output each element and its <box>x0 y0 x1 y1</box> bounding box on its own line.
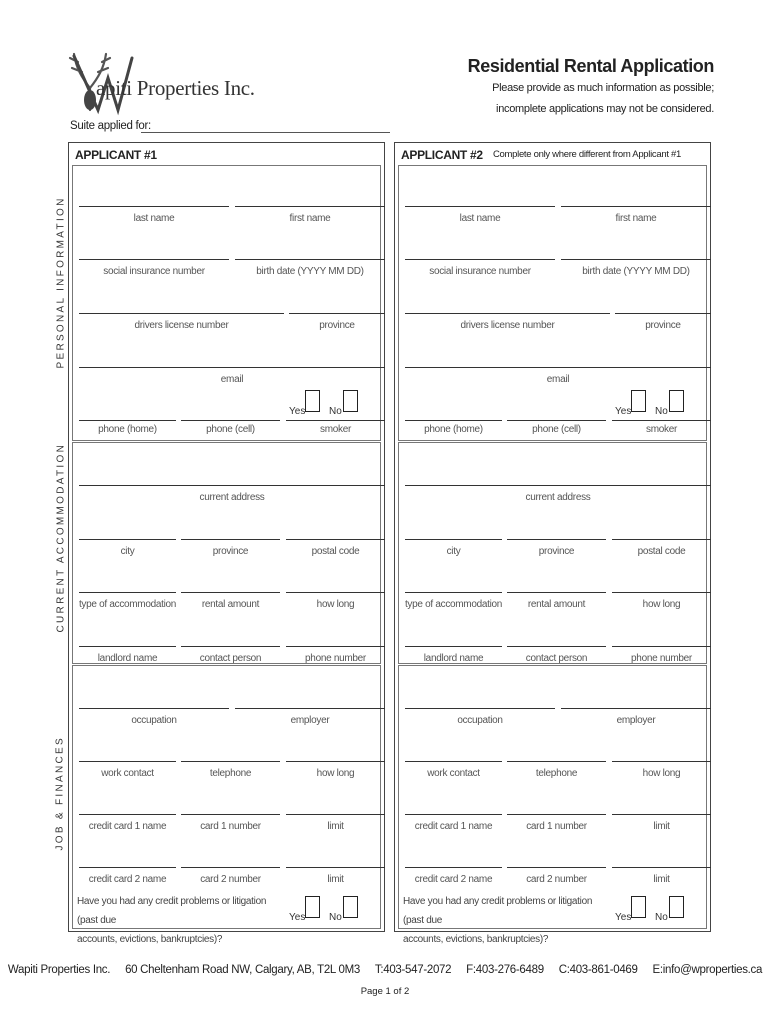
yes-label: Yes <box>615 406 632 417</box>
current-address-input-line[interactable] <box>79 485 385 486</box>
work-contact-input-line[interactable] <box>79 761 176 762</box>
smoker-input-line[interactable] <box>612 420 711 421</box>
footer-contact <box>0 964 770 976</box>
province-input-line[interactable] <box>289 313 385 314</box>
footer-cell: C:403-861-0469 <box>558 964 638 976</box>
contact-person-label: contact person <box>525 653 588 664</box>
contact-person-input-line[interactable] <box>507 646 606 647</box>
province-input-line[interactable] <box>181 539 280 540</box>
postal-code-label: postal code <box>637 546 686 557</box>
telephone-input-line[interactable] <box>507 761 606 762</box>
landlord-name-input-line[interactable] <box>405 646 502 647</box>
last-name-label: last name <box>133 213 175 224</box>
limit-label: limit <box>653 874 670 885</box>
landlord-name-input-line[interactable] <box>79 646 176 647</box>
how-long-label: how long <box>316 599 355 610</box>
yes-label: Yes <box>615 912 632 923</box>
current-address-label: current address <box>525 492 591 503</box>
phone-number-label: phone number <box>305 653 366 664</box>
drivers-license-label: drivers license number <box>460 320 555 331</box>
section-accommodation <box>72 442 381 664</box>
side-label-job: JOB & FINANCES <box>54 736 66 851</box>
no-checkbox[interactable] <box>343 896 358 918</box>
sin-label: social insurance number <box>429 266 531 277</box>
smoker-label: smoker <box>646 424 677 435</box>
type-accommodation-label: type of accommodation <box>404 599 503 610</box>
subtitle-line-2: incomplete applications may not be considered. <box>496 103 714 115</box>
phone-home-input-line[interactable] <box>79 420 176 421</box>
occupation-input-line[interactable] <box>79 708 229 709</box>
cc1-number-input-line[interactable] <box>507 814 606 815</box>
how-long-input-line[interactable] <box>612 761 711 762</box>
credit-question <box>77 892 287 949</box>
drivers-license-input-line[interactable] <box>79 313 284 314</box>
yes-checkbox[interactable] <box>305 896 320 918</box>
cc1-name-input-line[interactable] <box>405 814 502 815</box>
email-label: email <box>220 374 244 385</box>
no-label: No <box>655 406 668 417</box>
drivers-license-input-line[interactable] <box>405 313 610 314</box>
telephone-label: telephone <box>209 768 252 779</box>
rental-amount-label: rental amount <box>201 599 260 610</box>
yes-checkbox[interactable] <box>631 390 646 412</box>
birth-date-label: birth date (YYYY MM DD) <box>582 266 690 277</box>
yes-label: Yes <box>289 406 306 417</box>
limit-input-line[interactable] <box>612 867 711 868</box>
work-contact-label: work contact <box>101 768 154 779</box>
no-label: No <box>329 406 342 417</box>
yes-checkbox[interactable] <box>305 390 320 412</box>
type-accommodation-input-line[interactable] <box>405 592 502 593</box>
credit-question-line-2: accounts, evictions, bankruptcies)? <box>403 934 549 945</box>
how-long-label: how long <box>316 768 355 779</box>
telephone-label: telephone <box>535 768 578 779</box>
postal-code-label: postal code <box>311 546 360 557</box>
first-name-label: first name <box>289 213 331 224</box>
cc2-number-label: card 2 number <box>200 874 261 885</box>
footer-tel: T:403-547-2072 <box>374 964 452 976</box>
credit-question <box>403 892 613 949</box>
occupation-input-line[interactable] <box>405 708 555 709</box>
smoker-label: smoker <box>320 424 351 435</box>
page-number: Page 1 of 2 <box>360 986 410 997</box>
cc1-number-label: card 1 number <box>200 821 261 832</box>
phone-cell-input-line[interactable] <box>181 420 280 421</box>
footer-email: E:info@wproperties.ca <box>652 964 763 976</box>
no-label: No <box>655 912 668 923</box>
footer-company: Wapiti Properties Inc. <box>7 964 111 976</box>
subtitle-line-1: Please provide as much information as possible; <box>492 82 714 94</box>
cc1-name-label: credit card 1 name <box>414 821 493 832</box>
cc1-number-input-line[interactable] <box>181 814 280 815</box>
cc2-number-input-line[interactable] <box>181 867 280 868</box>
sin-input-line[interactable] <box>79 259 229 260</box>
sin-input-line[interactable] <box>405 259 555 260</box>
page-title: Residential Rental Application <box>467 56 714 76</box>
work-contact-label: work contact <box>427 768 480 779</box>
landlord-name-label: landlord name <box>423 653 484 664</box>
cc2-name-input-line[interactable] <box>405 867 502 868</box>
phone-cell-label: phone (cell) <box>206 424 255 435</box>
city-label: city <box>446 546 461 557</box>
how-long-input-line[interactable] <box>286 761 385 762</box>
cc1-number-label: card 1 number <box>526 821 587 832</box>
rental-amount-input-line[interactable] <box>507 592 606 593</box>
current-address-input-line[interactable] <box>405 485 711 486</box>
type-accommodation-input-line[interactable] <box>79 592 176 593</box>
limit-label: limit <box>327 821 344 832</box>
side-label-personal: PERSONAL INFORMATION <box>55 196 67 369</box>
section-personal <box>72 165 381 441</box>
email-input-line[interactable] <box>79 367 385 368</box>
footer-fax: F:403-276-6489 <box>466 964 544 976</box>
applicant-note: Complete only where different from Applicant #1 <box>493 149 681 160</box>
phone-cell-label: phone (cell) <box>532 424 581 435</box>
no-label: No <box>329 912 342 923</box>
limit-input-line[interactable] <box>612 814 711 815</box>
employer-label: employer <box>290 715 330 726</box>
contact-person-input-line[interactable] <box>181 646 280 647</box>
birth-date-input-line[interactable] <box>235 259 385 260</box>
applicant-heading: APPLICANT #2 <box>401 148 483 162</box>
email-label: email <box>546 374 570 385</box>
no-checkbox[interactable] <box>343 390 358 412</box>
applicant-1-column <box>68 142 385 945</box>
cc2-number-label: card 2 number <box>526 874 587 885</box>
cc1-name-label: credit card 1 name <box>88 821 167 832</box>
city-label: city <box>120 546 135 557</box>
drivers-license-label: drivers license number <box>134 320 229 331</box>
sin-label: social insurance number <box>103 266 205 277</box>
applicant-2-column <box>394 142 711 945</box>
current-address-label: current address <box>199 492 265 503</box>
city-input-line[interactable] <box>405 539 502 540</box>
section-personal <box>398 165 707 441</box>
phone-number-label: phone number <box>631 653 692 664</box>
first-name-label: first name <box>615 213 657 224</box>
section-job <box>72 665 381 945</box>
suite-input-line[interactable] <box>141 132 390 133</box>
how-long-input-line[interactable] <box>286 592 385 593</box>
rental-amount-label: rental amount <box>527 599 586 610</box>
landlord-name-label: landlord name <box>97 653 158 664</box>
smoker-input-line[interactable] <box>286 420 385 421</box>
occupation-label: occupation <box>131 715 177 726</box>
province-label: province <box>319 320 355 331</box>
postal-code-input-line[interactable] <box>612 539 711 540</box>
rental-amount-input-line[interactable] <box>181 592 280 593</box>
cc2-number-input-line[interactable] <box>507 867 606 868</box>
how-long-label: how long <box>642 599 681 610</box>
how-long-label: how long <box>642 768 681 779</box>
first-name-input-line[interactable] <box>561 206 711 207</box>
last-name-label: last name <box>459 213 501 224</box>
phone-home-label: phone (home) <box>424 424 483 435</box>
postal-code-input-line[interactable] <box>286 539 385 540</box>
province-input-line[interactable] <box>615 313 711 314</box>
suite-label: Suite applied for: <box>70 120 151 132</box>
side-label-accommodation: CURRENT ACCOMMODATION <box>55 442 67 633</box>
how-long-input-line[interactable] <box>612 592 711 593</box>
province-label: province <box>212 546 249 557</box>
limit-input-line[interactable] <box>286 867 385 868</box>
limit-label: limit <box>653 821 670 832</box>
phone-home-label: phone (home) <box>98 424 157 435</box>
applicant-heading: APPLICANT #1 <box>75 148 157 162</box>
limit-input-line[interactable] <box>286 814 385 815</box>
contact-person-label: contact person <box>199 653 262 664</box>
birth-date-input-line[interactable] <box>561 259 711 260</box>
cc1-name-input-line[interactable] <box>79 814 176 815</box>
employer-label: employer <box>616 715 656 726</box>
province-input-line[interactable] <box>507 539 606 540</box>
phone-cell-input-line[interactable] <box>507 420 606 421</box>
cc2-name-label: credit card 2 name <box>414 874 493 885</box>
last-name-input-line[interactable] <box>79 206 229 207</box>
type-accommodation-label: type of accommodation <box>78 599 177 610</box>
employer-input-line[interactable] <box>235 708 385 709</box>
credit-question-line-2: accounts, evictions, bankruptcies)? <box>77 934 223 945</box>
phone-number-input-line[interactable] <box>286 646 385 647</box>
occupation-label: occupation <box>457 715 503 726</box>
work-contact-input-line[interactable] <box>405 761 502 762</box>
phone-home-input-line[interactable] <box>405 420 502 421</box>
credit-question-line-1: Have you had any credit problems or litigation (past due <box>403 896 593 926</box>
credit-question-line-1: Have you had any credit problems or litigation (past due <box>77 896 267 926</box>
cc2-name-input-line[interactable] <box>79 867 176 868</box>
no-checkbox[interactable] <box>669 390 684 412</box>
section-accommodation <box>398 442 707 664</box>
yes-checkbox[interactable] <box>631 896 646 918</box>
limit-label: limit <box>327 874 344 885</box>
email-input-line[interactable] <box>405 367 711 368</box>
province-label: province <box>538 546 575 557</box>
telephone-input-line[interactable] <box>181 761 280 762</box>
province-label: province <box>645 320 681 331</box>
birth-date-label: birth date (YYYY MM DD) <box>256 266 364 277</box>
yes-label: Yes <box>289 912 306 923</box>
company-name: apiti Properties Inc. <box>96 76 255 100</box>
no-checkbox[interactable] <box>669 896 684 918</box>
cc2-name-label: credit card 2 name <box>88 874 167 885</box>
city-input-line[interactable] <box>79 539 176 540</box>
first-name-input-line[interactable] <box>235 206 385 207</box>
employer-input-line[interactable] <box>561 708 711 709</box>
footer-address: 60 Cheltenham Road NW, Calgary, AB, T2L 0M3 <box>125 964 360 976</box>
section-job <box>398 665 707 945</box>
last-name-input-line[interactable] <box>405 206 555 207</box>
phone-number-input-line[interactable] <box>612 646 711 647</box>
